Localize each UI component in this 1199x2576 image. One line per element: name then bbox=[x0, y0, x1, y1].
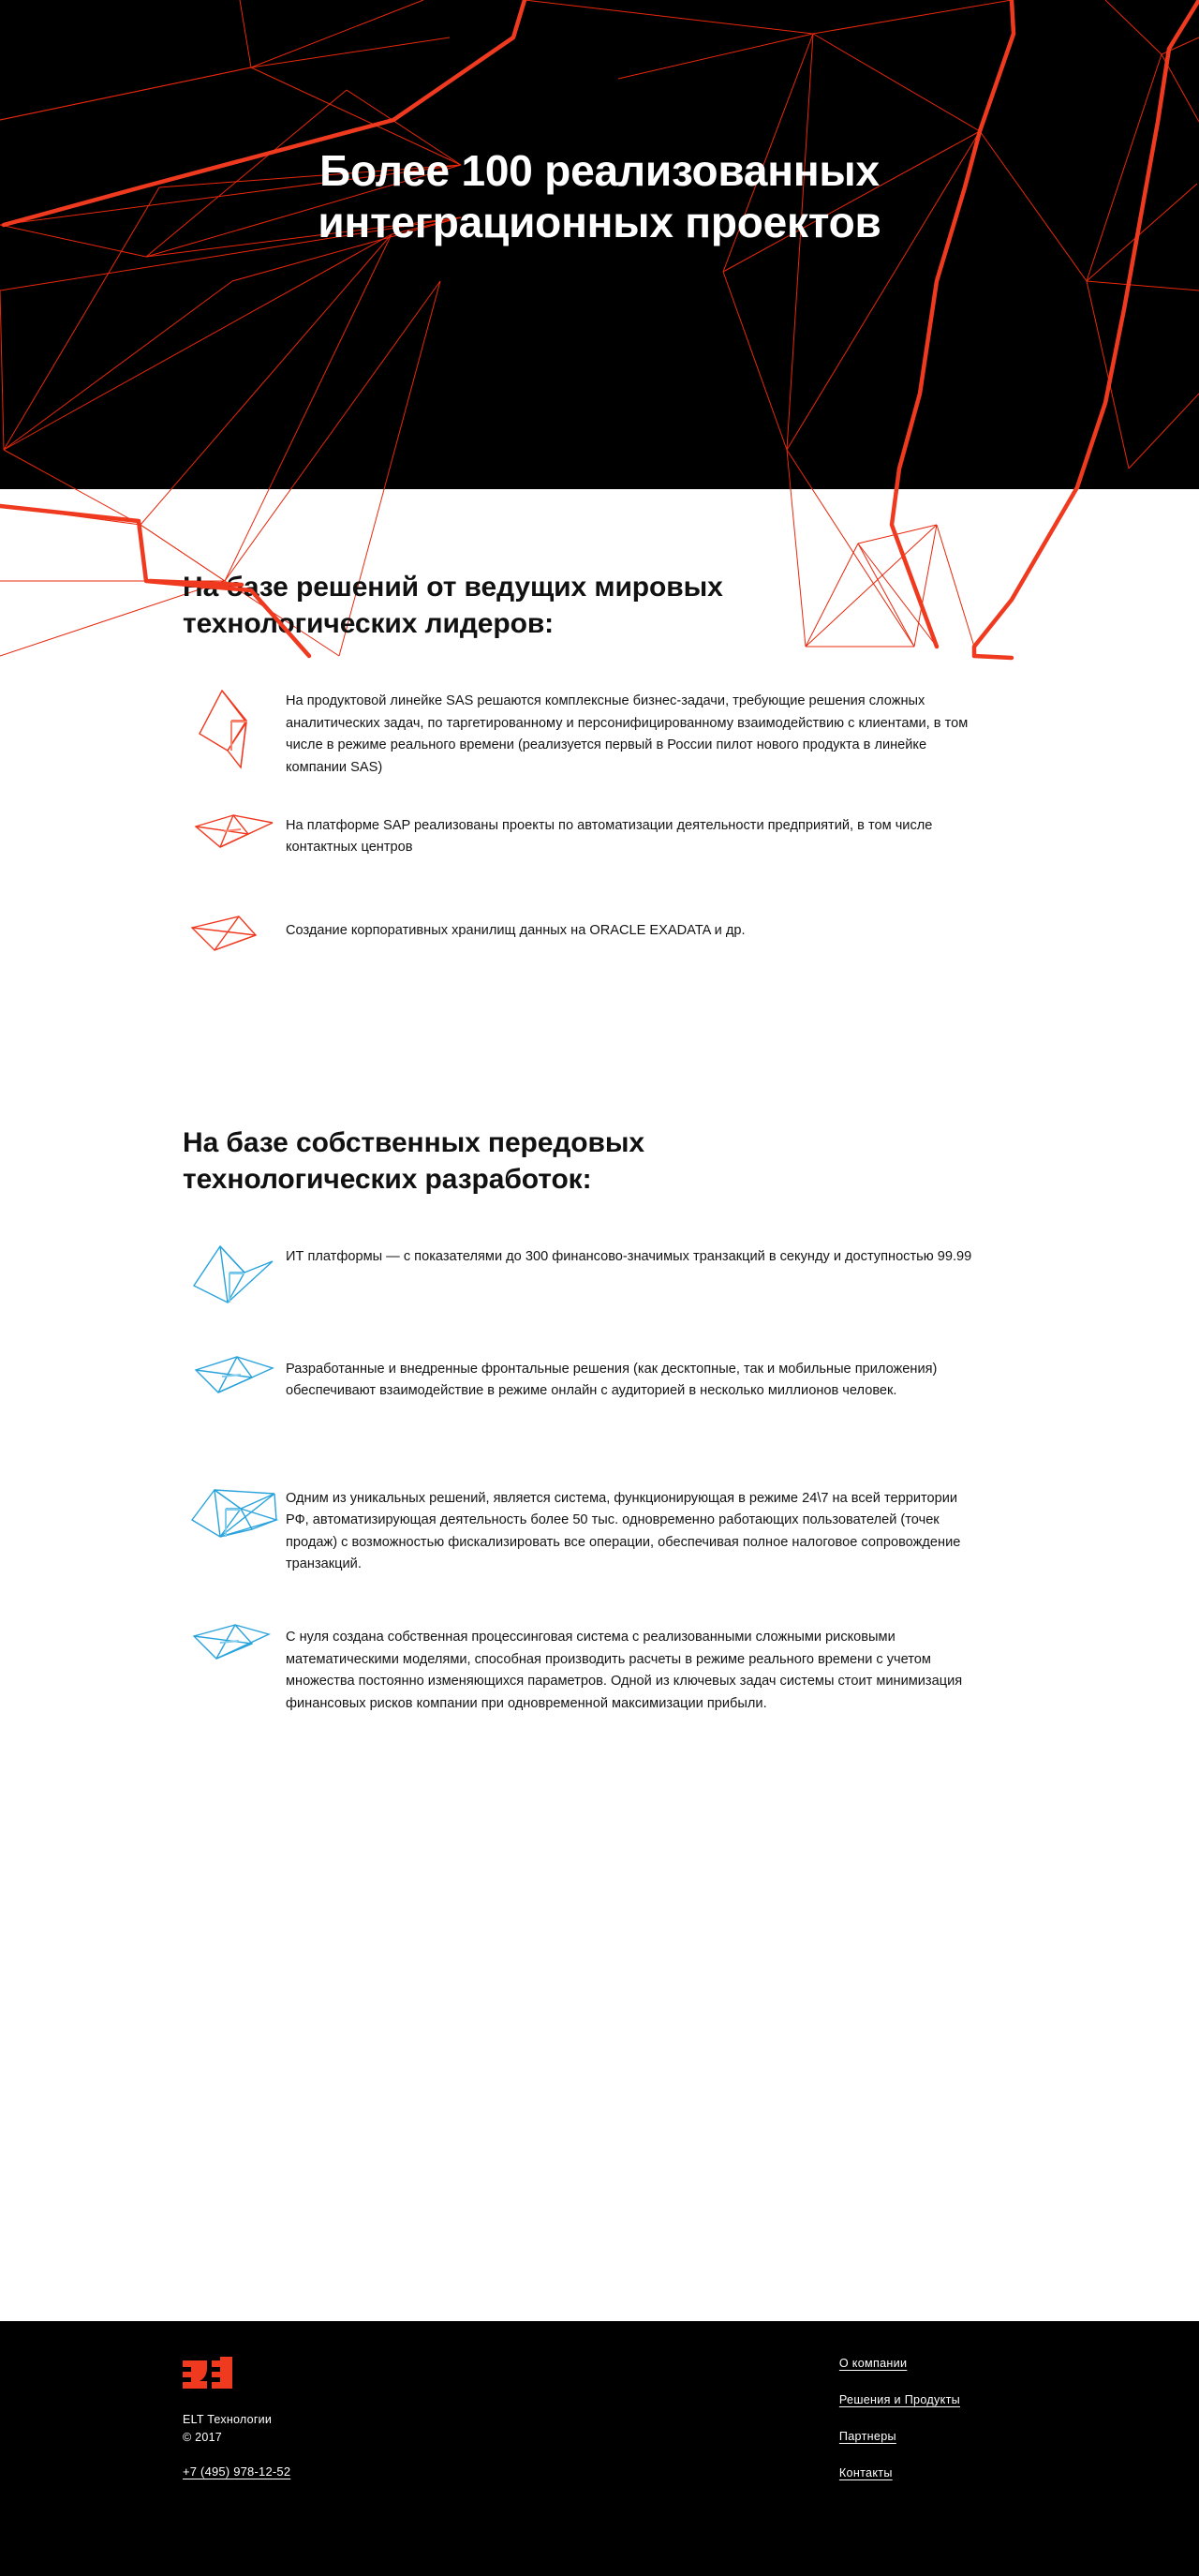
section-inhouse-tech bbox=[0, 1124, 1199, 1716]
section-1-heading-line-2: технологических лидеров: bbox=[183, 608, 555, 639]
footer-link-contacts[interactable]: Контакты bbox=[838, 2466, 893, 2479]
list-item-text: На продуктовой линейке SAS решаются комплексные бизнес-задачи, требующие решения сложных аналитических задач, по таргетированному и персонифицированному взаимодействию с клиентами, в том числе в режиме реального времени (реализуется первый в России пилот нового продукта в линейке компании SAS) bbox=[286, 693, 969, 775]
footer-branding bbox=[126, 2321, 290, 2576]
list-item-text: ИТ платформы — с показателями до 300 финансово-значимых транзакций в секунду и доступностью 99.99 bbox=[286, 1248, 972, 1264]
footer-copyright: © 2017 bbox=[183, 2431, 222, 2444]
footer-phone-link[interactable]: +7 (495) 978-12-52 bbox=[183, 2464, 291, 2479]
polygon-wedge-icon bbox=[183, 907, 286, 997]
footer-navigation bbox=[839, 2321, 1073, 2576]
section-2-heading-line-1: На базе собственных передовых bbox=[183, 1126, 644, 1158]
section-2-items bbox=[126, 1198, 1073, 1716]
polygon-pyramid-icon bbox=[183, 1233, 286, 1323]
polygon-mesh-icon bbox=[183, 1475, 286, 1565]
list-item bbox=[183, 1619, 1073, 1716]
list-item bbox=[183, 1481, 1073, 1577]
footer-company-name: ELT Технологии bbox=[183, 2413, 273, 2426]
section-2-heading-line-2: технологических разработок: bbox=[183, 1163, 592, 1195]
footer-link-partners[interactable]: Партнеры bbox=[838, 2430, 896, 2443]
list-item bbox=[183, 808, 1073, 892]
list-item-text: Создание корпоративных хранилищ данных на ORACLE EXADATA и др. bbox=[286, 922, 746, 938]
list-item-text: Одним из уникальных решений, является система, функционирующая в режиме 24\7 на всей территории РФ, автоматизирующая деятельность более 50 тыс. одновременно работающих пользователей (точек продаж) с возможностью фискализировать все операции, обеспечивая полное налоговое сопровождение транзакций. bbox=[286, 1490, 961, 1572]
polygon-fan-icon bbox=[183, 1346, 286, 1436]
polygon-cluster-icon bbox=[183, 678, 286, 767]
elt-logo-icon[interactable] bbox=[183, 2357, 241, 2392]
section-2-heading bbox=[126, 1124, 1073, 1198]
list-item-text: Разработанные и внедренные фронтальные решения (как десктопные, так и мобильные приложения) обеспечивают взаимодействие в режиме онлайн с аудиторией в несколько миллионов человек. bbox=[286, 1361, 938, 1399]
hero-title-line-2: интеграционных проектов bbox=[318, 198, 881, 247]
polygon-dart-icon bbox=[183, 1614, 286, 1704]
list-item bbox=[183, 1351, 1073, 1436]
section-1-heading-line-1: На базе решений от ведущих мировых bbox=[183, 572, 723, 603]
section-1-heading bbox=[126, 489, 1073, 642]
list-item-text: На платформе SAP реализованы проекты по автоматизации деятельности предприятий, в том числе контактных центров bbox=[286, 817, 933, 856]
polygon-arrow-icon bbox=[183, 802, 286, 892]
footer-link-solutions[interactable]: Решения и Продукты bbox=[838, 2393, 960, 2406]
hero-title bbox=[0, 145, 1199, 248]
footer-link-about[interactable]: О компании bbox=[838, 2357, 908, 2370]
list-item bbox=[183, 913, 1073, 997]
section-1-items bbox=[126, 642, 1073, 997]
section-global-vendors bbox=[0, 489, 1199, 997]
footer-company-info bbox=[183, 2411, 290, 2447]
list-item bbox=[183, 1239, 1073, 1323]
hero-title-line-1: Более 100 реализованных bbox=[319, 146, 880, 195]
list-item bbox=[183, 683, 1073, 780]
list-item-text: С нуля создана собственная процессинговая система с реализованными сложными рисковыми математическими моделями, способная производить расчеты в режиме реального времени с учетом множества постоянно изменяющихся параметров. Одной из ключевых задач системы стоит минимизация финансовых рисков компании при одновременной максимизации прибыли. bbox=[286, 1630, 963, 1712]
hero-banner bbox=[0, 0, 1199, 489]
site-footer bbox=[0, 2321, 1199, 2576]
section-gap bbox=[0, 997, 1199, 1124]
main-content bbox=[0, 489, 1199, 1716]
